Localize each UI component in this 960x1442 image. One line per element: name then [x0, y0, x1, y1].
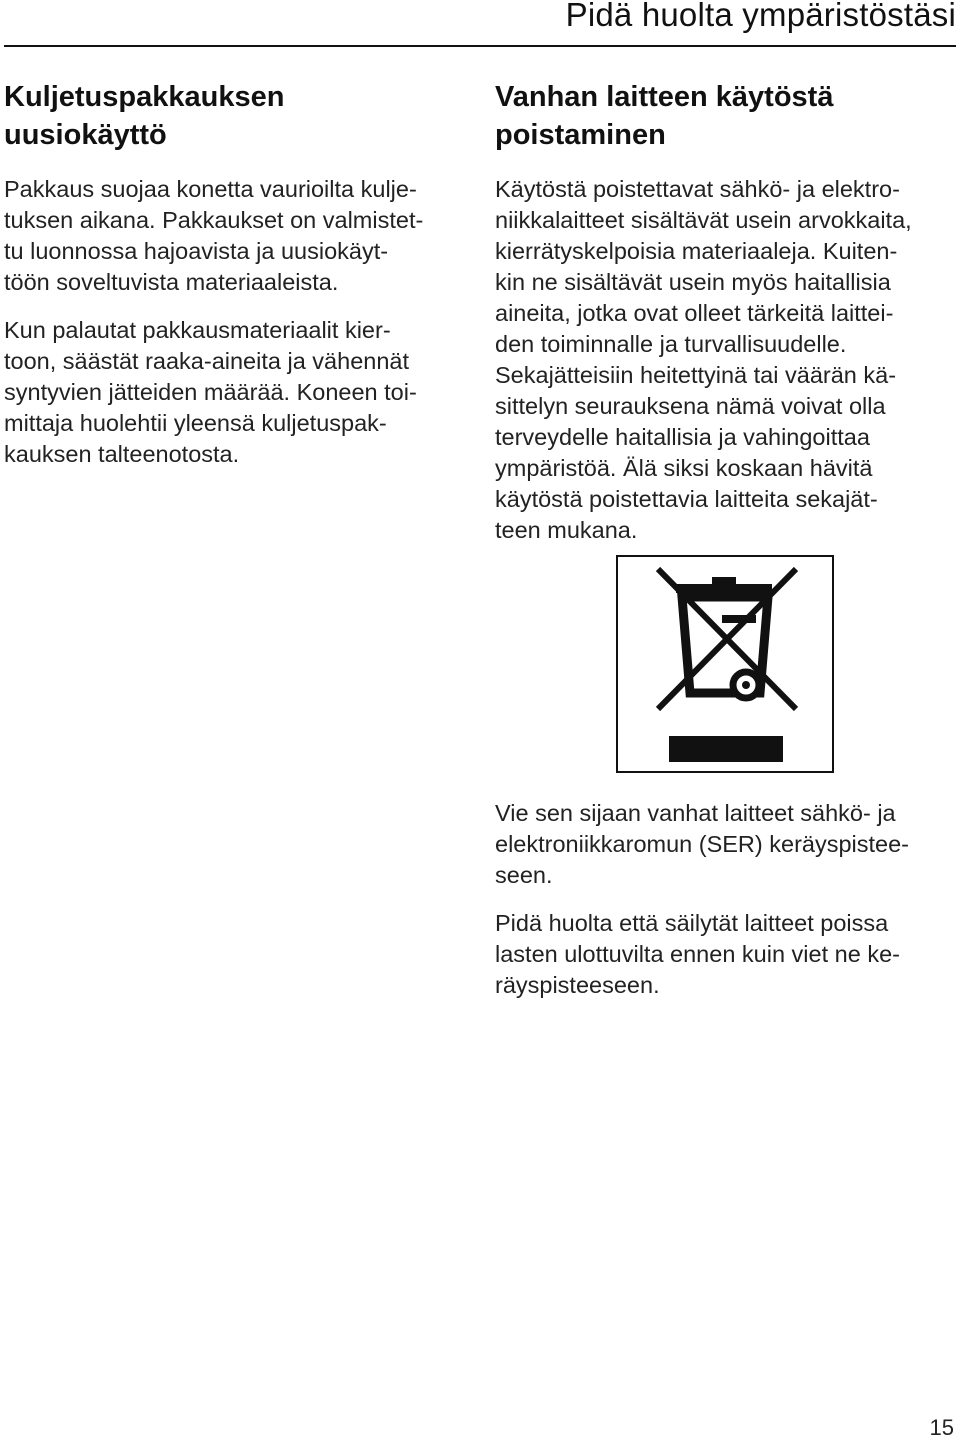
text-line: räyspisteeseen. [495, 972, 660, 998]
text-line: toon, säästät raaka-aineita ja vähennät [4, 348, 409, 374]
text-line: mittaja huolehtii yleensä kuljetuspak- [4, 410, 387, 436]
heading-line: Kuljetuspakkauksen [4, 81, 285, 113]
text-line: aineita, jotka ovat olleet tärkeitä laittei- [495, 300, 894, 326]
text-line: Vie sen sijaan vanhat laitteet sähkö- ja [495, 800, 896, 826]
text-line: elektroniikkaromun (SER) keräyspistee- [495, 831, 910, 857]
text-line: Kun palautat pakkausmateriaalit kier- [4, 317, 391, 343]
heading-line: poistaminen [495, 119, 666, 151]
text-line: ympäristöä. Älä siksi koskaan hävitä [495, 455, 873, 481]
lower-right-text [495, 798, 957, 1001]
section-heading-disposal [495, 78, 957, 154]
text-line: käytöstä poistettavia laitteita sekajät- [495, 486, 878, 512]
page-number: 15 [929, 1415, 954, 1440]
text-line: seen. [495, 862, 553, 888]
text-line: kierrätyskelpoisia materiaaleja. Kuiten- [495, 238, 898, 264]
text-line: Pakkaus suojaa konetta vaurioilta kulje- [4, 176, 417, 202]
section-heading-packaging [4, 78, 454, 154]
text-line: den toiminnalle ja turvallisuudelle. [495, 331, 847, 357]
crossed-out-wheelie-bin-icon [618, 557, 832, 771]
heading-line: Vanhan laitteen käytöstä [495, 81, 834, 113]
text-line: tu luonnossa hajoavista ja uusiokäyt- [4, 238, 389, 264]
text-line: teen mukana. [495, 517, 638, 543]
text-line: kauksen talteenotosta. [4, 441, 240, 467]
right-column [495, 78, 957, 546]
text-line: tuksen aikana. Pakkaukset on valmistet- [4, 207, 424, 233]
text-line: lasten ulottuvilta ennen kuin viet ne ke- [495, 941, 900, 967]
text-line: Käytöstä poistettavat sähkö- ja elektro- [495, 176, 900, 202]
text-line: syntyvien jätteiden määrää. Koneen toi- [4, 379, 417, 405]
paragraph-child-safety [495, 908, 957, 1001]
paragraph-packaging-recycling [4, 315, 454, 470]
page-header-title: Pidä huolta ympäristöstäsi [565, 0, 956, 33]
header-rule [4, 45, 956, 47]
text-line: töön soveltuvista materiaaleista. [4, 269, 339, 295]
text-line: terveydelle haitallisia ja vahingoittaa [495, 424, 870, 450]
text-line: niikkalaitteet sisältävät usein arvokkaita, [495, 207, 912, 233]
heading-line: uusiokäyttö [4, 119, 167, 151]
text-line: Sekajätteisiin heitettyinä tai väärän kä- [495, 362, 897, 388]
text-line: sittelyn seurauksena nämä voivat olla [495, 393, 886, 419]
paragraph-packaging-intro [4, 174, 454, 298]
paragraph-collection-point [495, 798, 957, 891]
left-column [4, 78, 454, 470]
weee-symbol [616, 555, 834, 773]
text-line: Pidä huolta että säilytät laitteet poissa [495, 910, 889, 936]
text-line: kin ne sisältävät usein myös haitallisia [495, 269, 891, 295]
paragraph-disposal-info [495, 174, 957, 546]
